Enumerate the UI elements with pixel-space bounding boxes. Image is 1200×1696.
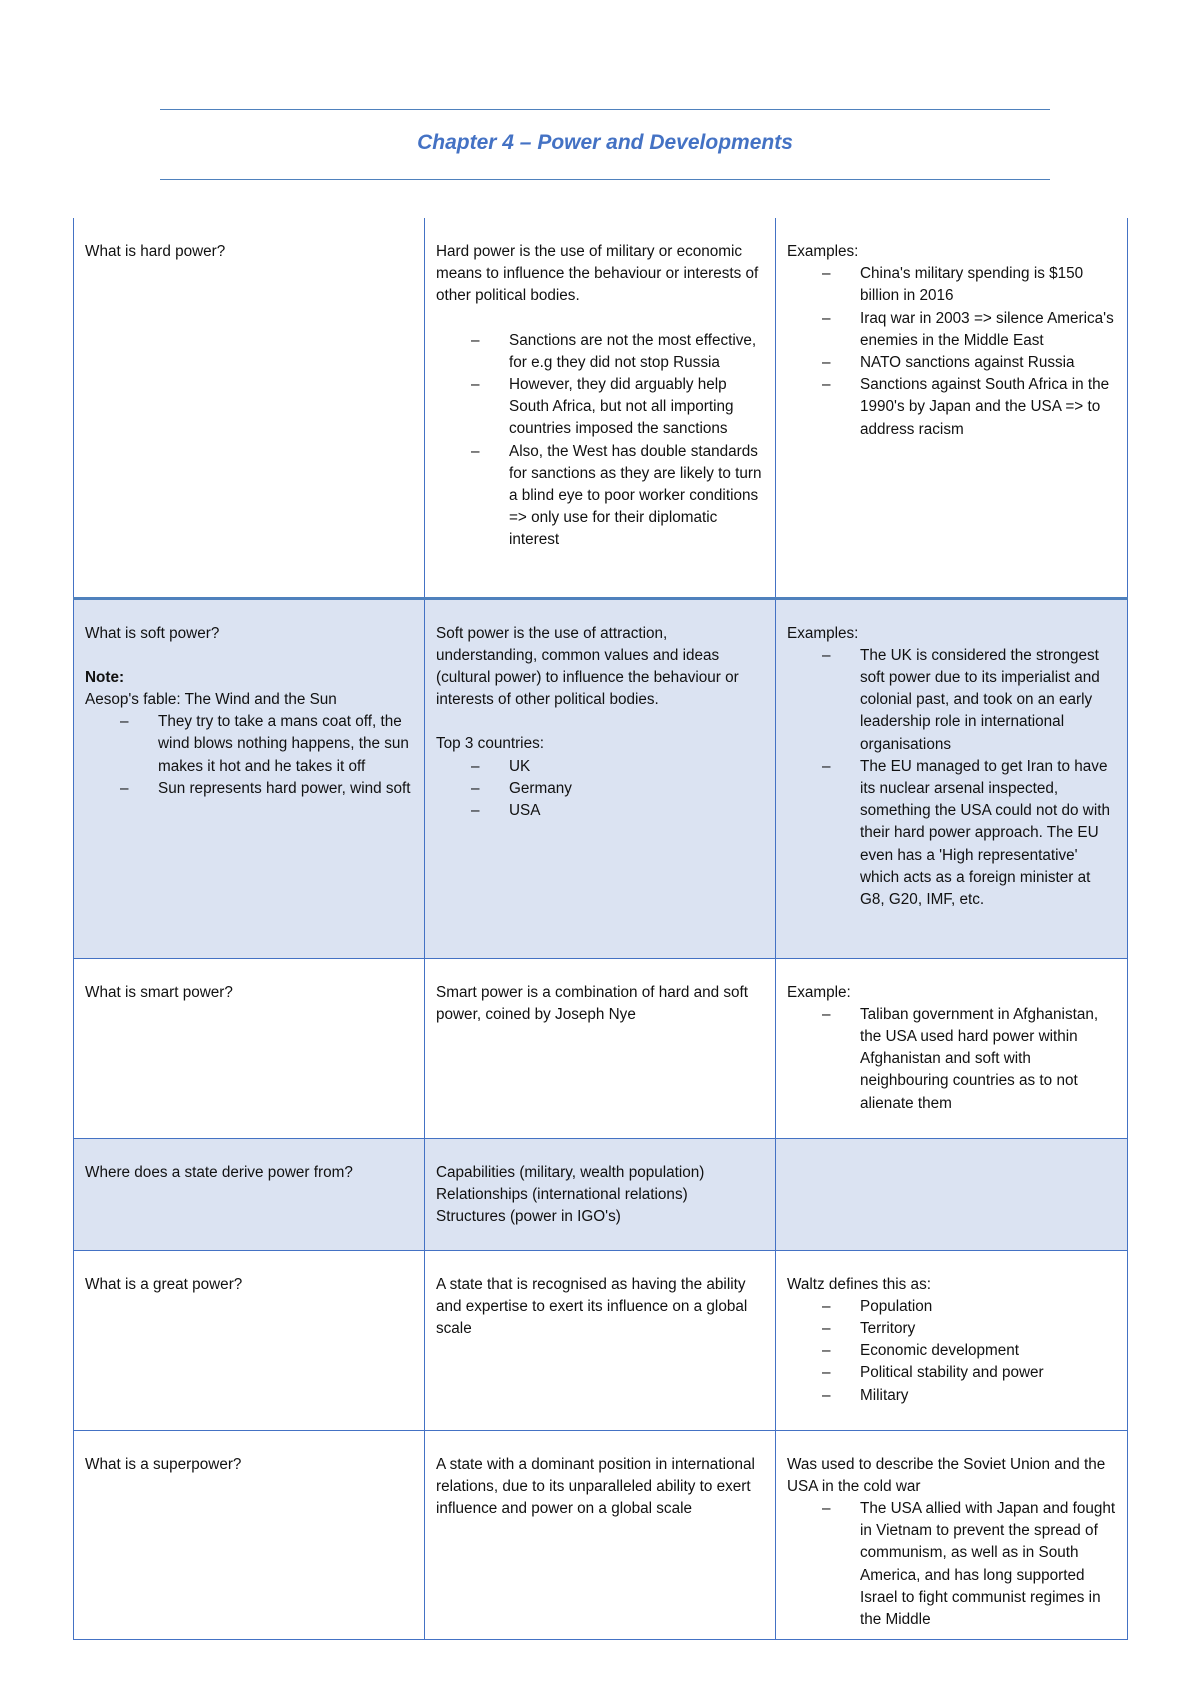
- list-item: – They try to take a mans coat off, the wind blows nothing happens, the sun makes it hot and he takes it off: [85, 711, 413, 778]
- page-title: Chapter 4 – Power and Developments: [417, 131, 793, 154]
- list-item: – Economic development: [787, 1340, 1116, 1362]
- list-item: – Political stability and power: [787, 1362, 1116, 1384]
- examples-cell: [776, 958, 1128, 1138]
- examples-intro: Waltz defines this as:: [787, 1275, 931, 1293]
- header-rule-top: [160, 109, 1050, 110]
- definition-line: Structures (power in IGO's): [436, 1207, 621, 1225]
- list-item: – Population: [787, 1296, 1116, 1318]
- table-row: [74, 1430, 1128, 1640]
- table-row: [74, 1250, 1128, 1430]
- question-text: Where does a state derive power from?: [85, 1163, 353, 1181]
- question-text: What is a great power?: [85, 1275, 243, 1293]
- list-item: – UK: [436, 756, 764, 778]
- question-cell: [74, 598, 425, 958]
- table-row: [74, 218, 1128, 598]
- examples-list: [787, 263, 1116, 441]
- list-item: – Sun represents hard power, wind soft: [85, 778, 413, 800]
- definition-text: Smart power is a combination of hard and soft power, coined by Joseph Nye: [436, 983, 749, 1023]
- definition-subheading: Top 3 countries:: [436, 735, 544, 753]
- question-cell: [74, 1430, 425, 1640]
- list-item: – Territory: [787, 1318, 1116, 1340]
- examples-list: [787, 1296, 1116, 1407]
- question-text: What is hard power?: [85, 243, 226, 260]
- examples-intro: Was used to describe the Soviet Union and the USA in the cold war: [787, 1455, 1106, 1495]
- definition-cell: [425, 1430, 776, 1640]
- note-label: Note:: [85, 668, 125, 686]
- examples-cell: [776, 1250, 1128, 1430]
- question-cell: [74, 1250, 425, 1430]
- examples-cell: [776, 1138, 1128, 1250]
- examples-cell: [776, 1430, 1128, 1640]
- question-cell: [74, 1138, 425, 1250]
- definition-cell: [425, 1250, 776, 1430]
- list-item: – The USA allied with Japan and fought in Vietnam to prevent the spread of communism, as well as in South America, and has long supported Israel to fight communist regimes in the Middle: [787, 1498, 1116, 1631]
- examples-intro: Examples:: [787, 243, 859, 260]
- definition-cell: [425, 598, 776, 958]
- list-item: – Military: [787, 1385, 1116, 1407]
- definition-text: Hard power is the use of military or economic means to influence the behaviour or interests of other political bodies.: [436, 243, 759, 305]
- list-item: – However, they did arguably help South Africa, but not all importing countries imposed the sanctions: [436, 374, 764, 441]
- examples-intro: Example:: [787, 983, 851, 1001]
- table-row: [74, 1138, 1128, 1250]
- definition-cell: [425, 958, 776, 1138]
- examples-list: [787, 1498, 1116, 1631]
- list-item: – Taliban government in Afghanistan, the USA used hard power within Afghanistan and soft with neighbouring countries as to not alienate them: [787, 1004, 1116, 1115]
- list-item: – Germany: [436, 778, 764, 800]
- definition-cell: [425, 218, 776, 598]
- power-table: [73, 218, 1128, 1640]
- question-cell: [74, 958, 425, 1138]
- examples-cell: [776, 598, 1128, 958]
- definition-line: Relationships (international relations): [436, 1185, 688, 1203]
- list-item: – Sanctions are not the most effective, for e.g they did not stop Russia: [436, 330, 764, 374]
- list-item: – Iraq war in 2003 => silence America's enemies in the Middle East: [787, 308, 1116, 352]
- note-text: Aesop's fable: The Wind and the Sun: [85, 690, 337, 708]
- question-text: What is soft power?: [85, 624, 220, 642]
- list-item: – NATO sanctions against Russia: [787, 352, 1116, 374]
- question-text: What is smart power?: [85, 983, 233, 1001]
- definition-list: [436, 756, 764, 823]
- examples-cell: [776, 218, 1128, 598]
- question-cell: [74, 218, 425, 598]
- table-row: [74, 958, 1128, 1138]
- list-item: – China's military spending is $150 billion in 2016: [787, 263, 1116, 307]
- list-item: – Sanctions against South Africa in the 1990's by Japan and the USA => to address racism: [787, 374, 1116, 441]
- examples-list: [787, 1004, 1116, 1115]
- definition-line: Capabilities (military, wealth population): [436, 1163, 705, 1181]
- examples-list: [787, 645, 1116, 911]
- definition-text: A state with a dominant position in international relations, due to its unparalleled ability to exert influence and power on a global scale: [436, 1455, 755, 1517]
- definition-cell: [425, 1138, 776, 1250]
- list-item: – USA: [436, 800, 764, 822]
- list-item: – The UK is considered the strongest soft power due to its imperialist and colonial past, and took on an early leadership role in international organisations: [787, 645, 1116, 756]
- list-item: – The EU managed to get Iran to have its nuclear arsenal inspected, something the USA could not do with their hard power approach. The EU even has a 'High representative' which acts as a foreign minister at G8, G20, IMF, etc.: [787, 756, 1116, 911]
- note-list: [85, 711, 413, 800]
- list-item: – Also, the West has double standards for sanctions as they are likely to turn a blind eye to poor worker conditions => only use for their diplomatic interest: [436, 441, 764, 552]
- definition-text: A state that is recognised as having the ability and expertise to exert its influence on a global scale: [436, 1275, 748, 1337]
- definition-text: Soft power is the use of attraction, understanding, common values and ideas (cultural power) to influence the behaviour or interests of other political bodies.: [436, 624, 739, 709]
- question-text: What is a superpower?: [85, 1455, 242, 1473]
- examples-intro: Examples:: [787, 624, 859, 642]
- table-row: [74, 598, 1128, 958]
- header-rule-bottom: [160, 179, 1050, 180]
- definition-list: [436, 330, 764, 552]
